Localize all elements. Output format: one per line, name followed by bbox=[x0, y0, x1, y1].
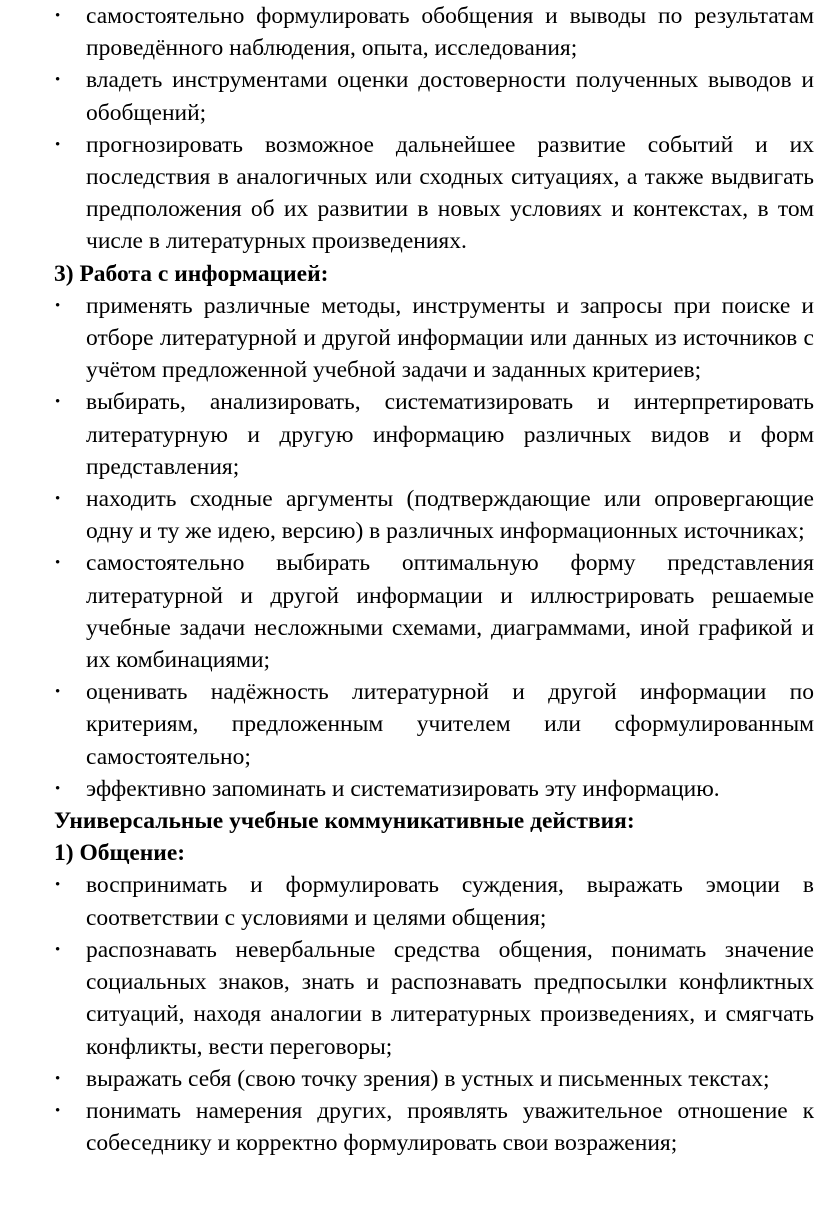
section-heading-communication: Универсальные учебные коммуникативные действия: bbox=[54, 808, 635, 835]
document-page bbox=[54, 0, 814, 1159]
list-item-text: самостоятельно формулировать обобщения и выводы по результатам проведённого наблюдения, опыта, исследования; bbox=[86, 3, 814, 62]
bullet-icon: • bbox=[55, 394, 61, 411]
bullet-icon: • bbox=[55, 780, 61, 797]
list-item bbox=[54, 483, 814, 547]
list-item bbox=[54, 0, 814, 64]
bullet-icon: • bbox=[55, 1070, 61, 1087]
bullet-icon: • bbox=[55, 8, 61, 24]
list-item-text: выражать себя (свою точку зрения) в устных и письменных текстах; bbox=[86, 1065, 770, 1092]
list-item-text: находить сходные аргументы (подтверждающие или опровергающие одну и ту же идею, версию) в различных информационных источниках; bbox=[86, 486, 814, 545]
list-item-text: самостоятельно выбирать оптимальную форму представления литературной и другой информации и иллюстрировать решаемые учебные задачи несложными схемами, диаграммами, иной графикой и их комбинациями; bbox=[86, 550, 814, 674]
list-item-text: оценивать надёжность литературной и другой информации по критериям, предложенным учителем или сформулированным самостоятельно; bbox=[86, 679, 814, 770]
list-item-text: воспринимать и формулировать суждения, выражать эмоции в соответствии с условиями и целями общения; bbox=[86, 872, 814, 931]
list-item-text: применять различные методы, инструменты и запросы при поиске и отборе литературной и другой информации или данных из источников с учётом предложенной учебной задачи и заданных критериев; bbox=[86, 292, 814, 384]
list-item bbox=[54, 869, 814, 933]
list-item bbox=[54, 1095, 814, 1159]
list-item bbox=[54, 290, 814, 387]
list-item bbox=[54, 129, 814, 258]
list-item bbox=[54, 934, 814, 1063]
list-item bbox=[54, 676, 814, 773]
list-item-text: понимать намерения других, проявлять уважительное отношение к собеседнику и корректно формулировать свои возражения; bbox=[86, 1097, 814, 1157]
bullet-icon: • bbox=[55, 555, 61, 572]
list-item-text: выбирать, анализировать, систематизировать и интерпретировать литературную и другую информацию различных видов и форм представления; bbox=[86, 389, 814, 480]
list-item bbox=[54, 1063, 814, 1095]
bullet-icon: • bbox=[55, 877, 61, 894]
bullet-icon: • bbox=[55, 684, 61, 701]
bullet-icon: • bbox=[55, 297, 61, 314]
subsection-heading-communication: 1) Общение: bbox=[54, 840, 186, 867]
bullet-list-information bbox=[54, 290, 814, 805]
list-item bbox=[54, 547, 814, 676]
list-item-text: распознавать невербальные средства общения, понимать значение социальных знаков, знать и распознавать предпосылки конфликтных ситуаций, находя аналогии в литературных произведениях, и смягчать конфликты, вести переговоры; bbox=[86, 936, 814, 1060]
bullet-list-communication bbox=[54, 869, 814, 1159]
bullet-icon: • bbox=[55, 72, 61, 89]
section-heading-information: 3) Работа с информацией: bbox=[54, 260, 329, 287]
list-item-text: прогнозировать возможное дальнейшее развитие событий и их последствия в аналогичных или сходных ситуациях, а также выдвигать предположения об их развитии в новых условиях и контекстах, в том числе в литературных произведениях. bbox=[86, 131, 814, 255]
list-item bbox=[54, 64, 814, 128]
bullet-icon: • bbox=[55, 1102, 61, 1119]
bullet-icon: • bbox=[55, 136, 61, 153]
bullet-icon: • bbox=[55, 941, 61, 958]
bullet-list-conclusions bbox=[54, 0, 814, 258]
bullet-icon: • bbox=[55, 491, 61, 508]
list-item-text: эффективно запоминать и систематизировать эту информацию. bbox=[86, 775, 720, 802]
list-item bbox=[54, 386, 814, 483]
list-item-text: владеть инструментами оценки достоверности полученных выводов и обобщений; bbox=[86, 67, 814, 126]
list-item bbox=[54, 773, 814, 805]
